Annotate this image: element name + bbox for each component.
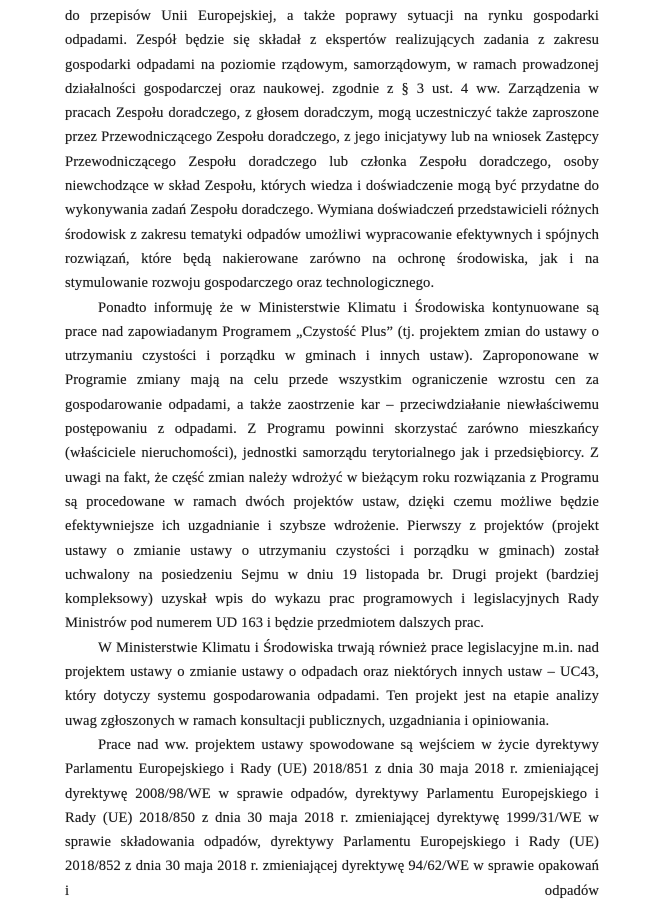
paragraph-uc43-legislation: W Ministerstwie Klimatu i Środowiska trwają również prace legislacyjne m.in. nad projektem ustawy o zmianie ustawy o odpadach oraz niektórych innych ustaw – UC43, który dotyczy systemu gospodarowania odpadami. Ten projekt jest na etapie analizy uwag zgłoszonych w ramach konsultacji publicznych, uzgadniania i opiniowania. bbox=[65, 639, 599, 729]
paragraph-eu-directives: Prace nad ww. projektem ustawy spowodowane są wejściem w życie dyrektywy Parlamentu Europejskiego i Rady (UE) 2018/851 z dnia 30 maja 2018 r. zmieniającej dyrektywę 2008/98/WE w sprawie odpadów, dyrektywy Parlamentu Europejskiego i Rady (UE) 2018/850 z dnia 30 maja 2018 r. zmieniającej dyrektywę 1999/31/WE w sprawie składowania odpadów, dyrektywy Parlamentu Europejskiego i Rady (UE) 2018/852 z dnia 30 maja 2018 r. zmieniającej dyrektywę 94/62/WE w sprawie opakowań i odpadów bbox=[65, 736, 599, 899]
paragraph-continuation-waste-team: do przepisów Unii Europejskiej, a także poprawy sytuacji na rynku gospodarki odpadami. Zespół będzie się składał z ekspertów realizujących zadania z zakresu gospodarki odpadami na poziomie rządowym, samorządowym, w ramach prowadzonej działalności gospodarczej oraz naukowej. zgodnie z § 3 ust. 4 ww. Zarządzenia w pracach Zespołu doradczego, z głosem doradczym, mogą uczestniczyć także zaproszone przez Przewodniczącego Zespołu doradczego, z jego inicjatywy lub na wniosek Zastępcy Przewodniczącego Zespołu doradczego lub członka Zespołu doradczego, osoby niewchodzące w skład Zespołu, których wiedza i doświadczenie mogą być przydatne do wykonywania zadań Zespołu doradczego. Wymiana doświadczeń przedstawicieli różnych środowisk z zakresu tematyki odpadów umożliwi wypracowanie efektywnych i spójnych rozwiązań, które będą nakierowane zarówno na ochronę środowiska, jak i na stymulowanie rozwoju gospodarczego oraz technologicznego. bbox=[65, 8, 599, 292]
document-body-text bbox=[65, 4, 599, 903]
paragraph-czystosc-plus-program: Ponadto informuję że w Ministerstwie Klimatu i Środowiska kontynuowane są prace nad zapowiadanym Programem „Czystość Plus” (tj. projektem zmian do ustawy o utrzymaniu czystości i porządku w gminach i innych ustaw). Zaproponowane w Programie zmiany mają na celu przede wszystkim ograniczenie wzrostu cen za gospodarowanie odpadami, a także zaostrzenie kar – przeciwdziałanie niewłaściwemu postępowaniu z odpadami. Z Programu powinni skorzystać zarówno mieszkańcy (właściciele nieruchomości), jednostki samorządu terytorialnego jak i przedsiębiorcy. Z uwagi na fakt, że część zmian należy wdrożyć w bieżącym roku rozwiązania z Programu są procedowane w ramach dwóch projektów ustaw, dzięki czemu możliwe będzie efektywniejsze ich uzgadnianie i szybsze wdrożenie. Pierwszy z projektów (projekt ustawy o zmianie ustawy o utrzymaniu czystości i porządku w gminach) został uchwalony na posiedzeniu Sejmu w dniu 19 listopada br. Drugi projekt (bardziej kompleksowy) uzyskał wpis do wykazu prac programowych i legislacyjnych Rady Ministrów pod numerem UD 163 i będzie przedmiotem dalszych prac. bbox=[65, 299, 599, 632]
